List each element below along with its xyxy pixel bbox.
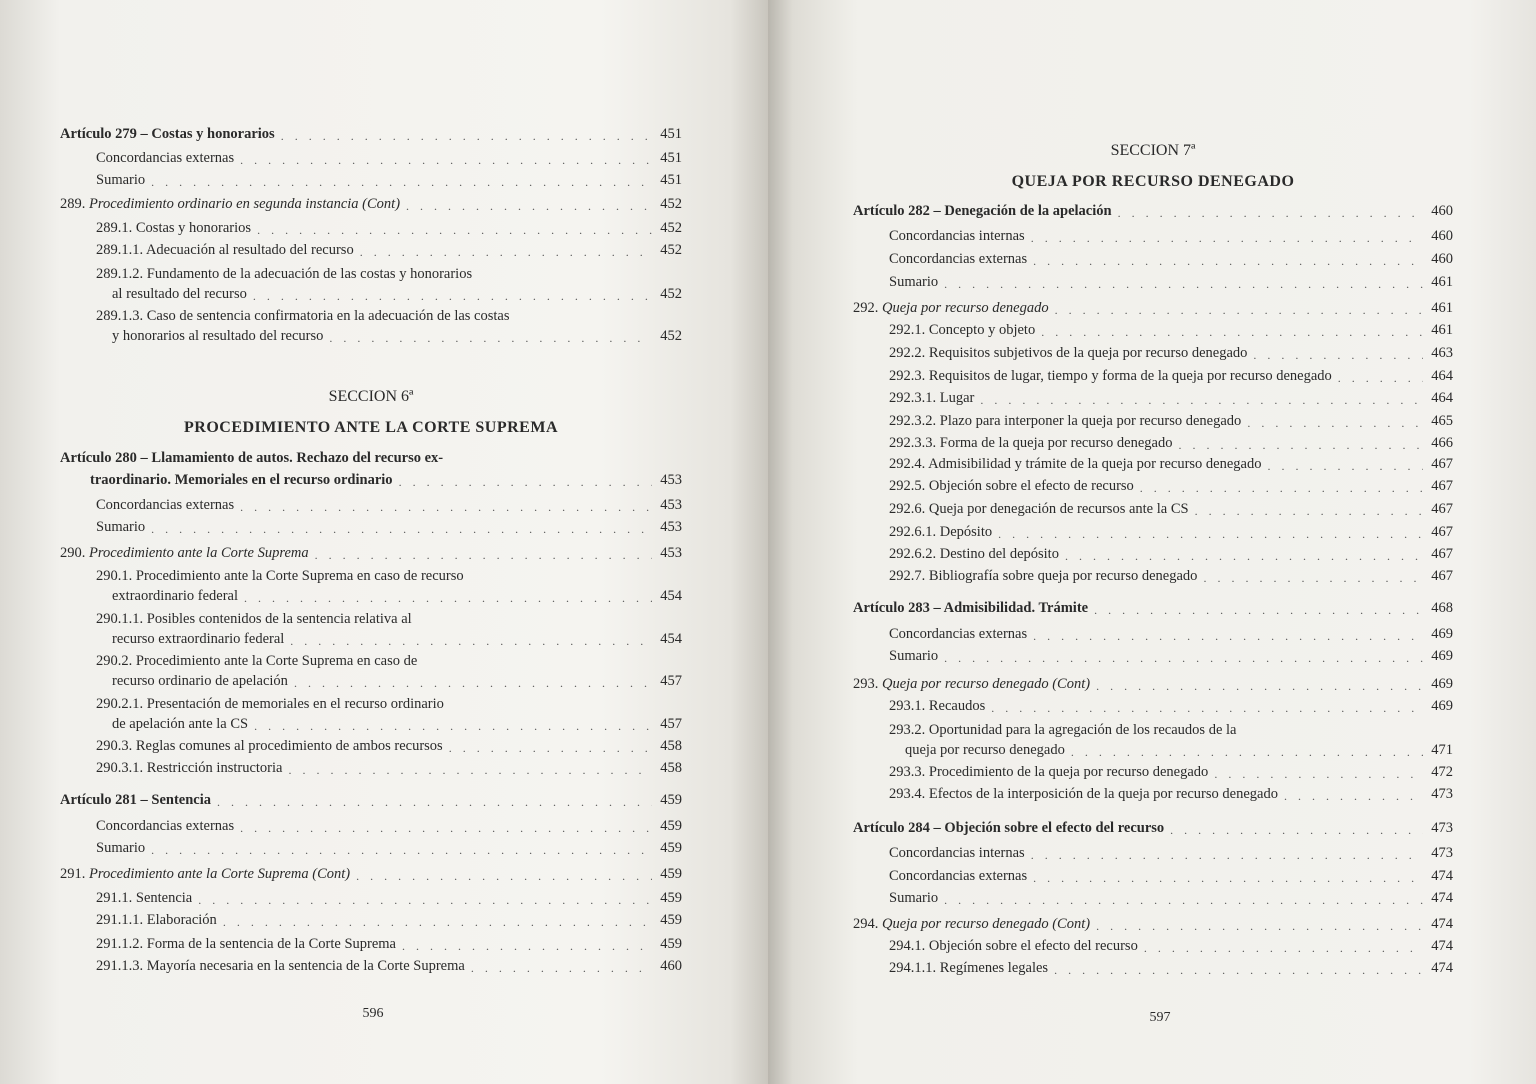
toc-page-number: 451: [660, 150, 682, 166]
dot-leader: [1054, 963, 1423, 977]
dot-leader: [281, 129, 652, 143]
toc-page-number: 453: [660, 497, 682, 513]
toc-entry: [853, 545, 1453, 563]
entry-italic-title: Procedimiento ante la Corte Suprema (Cont): [89, 866, 351, 882]
toc-entry-title: [60, 865, 350, 883]
dot-leader: [1253, 348, 1423, 362]
entry-italic-title: Queja por recurso denegado (Cont): [882, 676, 1091, 692]
toc-entry: [853, 889, 1453, 907]
toc-entry-title: Concordancias externas: [889, 251, 1028, 267]
toc-page-number: 474: [1431, 916, 1453, 932]
toc-entry: [853, 741, 1453, 759]
dot-leader: [980, 393, 1423, 407]
toc-page-number: 457: [660, 716, 682, 732]
toc-page-number: 463: [1431, 345, 1453, 361]
toc-entry-title: 289.1. Costas y honorarios: [96, 220, 252, 236]
section-7-label: SECCION 7ª: [1110, 142, 1196, 159]
toc-entry-title: 291.1.1. Elaboración: [96, 912, 217, 928]
toc-entry: [60, 327, 682, 345]
dot-leader: [1065, 549, 1423, 563]
toc-entry-first-line: Artículo 280 – Llamamiento de autos. Rechazo del recurso ex-: [60, 450, 444, 466]
dot-leader: [1195, 504, 1423, 518]
toc-entry: [60, 219, 682, 237]
section-7-name: QUEJA POR RECURSO DENEGADO: [1011, 173, 1295, 190]
dot-leader: [944, 893, 1423, 907]
toc-entry-title: 294.1.1. Regímenes legales: [889, 960, 1049, 976]
toc-entry: [60, 125, 682, 143]
toc-entry-title: Artículo 283 – Admisibilidad. Trámite: [853, 600, 1089, 616]
dot-leader: [449, 741, 652, 755]
toc-entry-title: [60, 544, 309, 562]
toc-page-number: 459: [660, 912, 682, 928]
dot-leader: [1096, 919, 1423, 933]
toc-page-number: 467: [1431, 546, 1453, 562]
toc-page-number: 453: [660, 519, 682, 535]
toc-entry-title: 290.3. Reglas comunes al procedimiento de ambos recursos: [96, 738, 443, 754]
toc-entry: [853, 763, 1453, 781]
toc-entry: [853, 625, 1453, 643]
toc-page-number: 452: [660, 328, 682, 344]
toc-entry-title: 292.4. Admisibilidad y trámite de la queja por recurso denegado: [889, 456, 1262, 472]
toc-entry-title: [853, 299, 1049, 317]
dot-leader: [1041, 325, 1423, 339]
toc-page-number: 453: [660, 545, 682, 561]
toc-page-number: 467: [1431, 524, 1453, 540]
dot-leader: [360, 245, 652, 259]
dot-leader: [288, 763, 652, 777]
toc-entry: [853, 697, 1453, 715]
dot-leader: [1118, 206, 1423, 220]
entry-italic-title: Queja por recurso denegado (Cont): [882, 916, 1091, 932]
toc-page-number: 469: [1431, 698, 1453, 714]
entry-number: 293.: [853, 676, 882, 692]
toc-entry-first-line: 289.1.2. Fundamento de la adecuación de las costas y honorarios: [96, 266, 473, 282]
toc-entry: [853, 915, 1453, 933]
toc-entry: [60, 518, 682, 536]
toc-entry-title: [853, 915, 1090, 933]
toc-entry: [853, 227, 1453, 245]
toc-entry-title: 292.1. Concepto y objeto: [889, 322, 1036, 338]
toc-page-number: 459: [660, 792, 682, 808]
toc-entry-title: Concordancias externas: [889, 868, 1028, 884]
toc-entry: [60, 935, 682, 953]
toc-entry: [853, 367, 1453, 385]
toc-entry-title: Concordancias externas: [96, 497, 235, 513]
dot-leader: [944, 277, 1423, 291]
toc-entry-first-line: 293.2. Oportunidad para la agregación de los recaudos de la: [889, 722, 1237, 738]
toc-entry-title: 290.3.1. Restricción instructoria: [96, 760, 283, 776]
toc-page-number: 454: [660, 588, 682, 604]
toc-entry: [60, 817, 682, 835]
toc-entry-title: Concordancias externas: [889, 626, 1028, 642]
dot-leader: [151, 843, 652, 857]
section-6-label: SECCION 6ª: [328, 388, 414, 405]
toc-entry: [853, 344, 1453, 362]
toc-entry: [853, 523, 1453, 541]
toc-entry-title: 292.3.2. Plazo para interponer la queja por recurso denegado: [889, 413, 1242, 429]
dot-leader: [1071, 745, 1423, 759]
toc-page-number: 459: [660, 936, 682, 952]
toc-page-number: 466: [1431, 435, 1453, 451]
toc-entry-title: 294.1. Objeción sobre el efecto del recurso: [889, 938, 1138, 954]
dot-leader: [1140, 481, 1423, 495]
toc-entry-title: 292.3. Requisitos de lugar, tiempo y forma de la queja por recurso denegado: [889, 368, 1332, 384]
toc-entry: [853, 599, 1453, 617]
dot-leader: [257, 223, 652, 237]
toc-entry-title: recurso ordinario de apelación: [112, 673, 288, 689]
toc-entry-title: de apelación ante la CS: [112, 716, 249, 732]
toc-entry: [853, 867, 1453, 885]
toc-entry-first-line: 290.1. Procedimiento ante la Corte Suprema en caso de recurso: [96, 568, 464, 584]
toc-entry: [60, 285, 682, 303]
toc-entry-title: extraordinario federal: [112, 588, 238, 604]
dot-leader: [402, 939, 652, 953]
toc-page-number: 452: [660, 196, 682, 212]
toc-page-number: 471: [1431, 742, 1453, 758]
toc-page-number: 469: [1431, 648, 1453, 664]
toc-entry-title: Artículo 281 – Sentencia: [60, 792, 212, 808]
toc-entry: [60, 587, 682, 605]
toc-page-number: 473: [1431, 820, 1453, 836]
dot-leader: [1033, 629, 1423, 643]
toc-entry-title: 291.1.3. Mayoría necesaria en la sentencia de la Corte Suprema: [96, 958, 465, 974]
toc-entry: [853, 675, 1453, 693]
toc-page-number: 459: [660, 840, 682, 856]
dot-leader: [1033, 254, 1423, 268]
dot-leader: [151, 175, 652, 189]
entry-number: 292.: [853, 300, 882, 316]
toc-entry: [853, 567, 1453, 585]
toc-entry: [853, 250, 1453, 268]
toc-page-number: 468: [1431, 600, 1453, 616]
dot-leader: [1267, 459, 1423, 473]
toc-entry-title: recurso extraordinario federal: [112, 631, 285, 647]
dot-leader: [240, 500, 652, 514]
toc-entry-title: traordinario. Memoriales en el recurso ordinario: [90, 472, 393, 488]
dot-leader: [944, 651, 1423, 665]
toc-page-number: 460: [1431, 251, 1453, 267]
toc-entry-title: 291.1. Sentencia: [96, 890, 193, 906]
dot-leader: [1338, 371, 1423, 385]
entry-italic-title: Queja por recurso denegado: [882, 300, 1049, 316]
toc-page-number: 473: [1431, 786, 1453, 802]
entry-italic-title: Procedimiento ordinario en segunda instancia (Cont): [89, 196, 401, 212]
toc-entry-title: Artículo 279 – Costas y honorarios: [60, 126, 275, 142]
dot-leader: [1033, 871, 1423, 885]
toc-entry-title: [853, 675, 1090, 693]
toc-page-number: 469: [1431, 626, 1453, 642]
dot-leader: [1247, 416, 1423, 430]
toc-page-number: 452: [660, 242, 682, 258]
dot-leader: [356, 869, 652, 883]
toc-entry-title: Sumario: [889, 274, 939, 290]
toc-entry: [60, 865, 682, 883]
toc-page-number: 461: [1431, 274, 1453, 290]
dot-leader: [1144, 941, 1423, 955]
toc-page-number: 454: [660, 631, 682, 647]
toc-page-number: 467: [1431, 456, 1453, 472]
toc-entry-title: 293.1. Recaudos: [889, 698, 986, 714]
toc-entry: [853, 959, 1453, 977]
dot-leader: [471, 961, 652, 975]
dot-leader: [1031, 231, 1423, 245]
toc-entry-title: Sumario: [96, 840, 146, 856]
toc-entry-title: Sumario: [889, 890, 939, 906]
entry-number: 294.: [853, 916, 882, 932]
dot-leader: [1094, 603, 1423, 617]
toc-page-number: 467: [1431, 568, 1453, 584]
toc-entry-title: queja por recurso denegado: [905, 742, 1065, 758]
toc-entry: [60, 544, 682, 562]
toc-entry: [60, 839, 682, 857]
toc-entry: [60, 715, 682, 733]
toc-page-number: 459: [660, 890, 682, 906]
entry-number: 289.: [60, 196, 89, 212]
toc-entry: [853, 299, 1453, 317]
toc-entry-title: 292.6. Queja por denegación de recursos ante la CS: [889, 501, 1189, 517]
toc-entry-title: 292.3.3. Forma de la queja por recurso denegado: [889, 435, 1173, 451]
toc-entry-title: Sumario: [96, 172, 146, 188]
toc-entry-title: Concordancias internas: [889, 228, 1025, 244]
toc-page-number: 459: [660, 866, 682, 882]
toc-entry-title: Sumario: [889, 648, 939, 664]
section-6-name: PROCEDIMIENTO ANTE LA CORTE SUPREMA: [183, 419, 559, 436]
toc-page-number: 460: [1431, 228, 1453, 244]
dot-leader: [294, 676, 652, 690]
toc-entry-title: al resultado del recurso: [112, 286, 247, 302]
dot-leader: [223, 915, 652, 929]
toc-page-number: 469: [1431, 676, 1453, 692]
toc-entry: [853, 412, 1453, 430]
toc-page-number: 474: [1431, 960, 1453, 976]
toc-entry: [853, 321, 1453, 339]
toc-entry: [60, 241, 682, 259]
toc-entry: [60, 737, 682, 755]
right-page-number: 597: [1149, 1010, 1171, 1025]
toc-page-number: 473: [1431, 845, 1453, 861]
toc-page-number: 465: [1431, 413, 1453, 429]
toc-entry: [60, 911, 682, 929]
toc-page-number: 474: [1431, 890, 1453, 906]
entry-italic-title: Procedimiento ante la Corte Suprema: [89, 545, 309, 561]
toc-entry: [60, 471, 682, 489]
toc-entry: [60, 496, 682, 514]
toc-entry-title: 291.1.2. Forma de la sentencia de la Corte Suprema: [96, 936, 396, 952]
dot-leader: [1178, 438, 1423, 452]
toc-entry-title: 292.6.1. Depósito: [889, 524, 993, 540]
toc-page-number: 451: [660, 126, 682, 142]
dot-leader: [244, 591, 652, 605]
dot-leader: [254, 719, 652, 733]
toc-entry-title: 292.5. Objeción sobre el efecto de recurso: [889, 478, 1134, 494]
toc-entry: [853, 273, 1453, 291]
toc-entry: [60, 672, 682, 690]
toc-entry: [60, 889, 682, 907]
toc-page-number: 472: [1431, 764, 1453, 780]
dot-leader: [991, 701, 1423, 715]
toc-page-number: 452: [660, 220, 682, 236]
toc-page-number: 464: [1431, 368, 1453, 384]
dot-leader: [151, 522, 652, 536]
toc-page-number: 451: [660, 172, 682, 188]
toc-entry-first-line: 290.2.1. Presentación de memoriales en el recurso ordinario: [96, 696, 444, 712]
toc-page-number: 460: [1431, 203, 1453, 219]
toc-entry-first-line: 289.1.3. Caso de sentencia confirmatoria en la adecuación de las costas: [96, 308, 510, 324]
toc-page-number: 474: [1431, 868, 1453, 884]
toc-entry-title: Artículo 284 – Objeción sobre el efecto del recurso: [853, 820, 1165, 836]
toc-entry: [853, 647, 1453, 665]
dot-leader: [1031, 848, 1423, 862]
toc-entry: [853, 389, 1453, 407]
toc-page-number: 474: [1431, 938, 1453, 954]
toc-entry: [853, 785, 1453, 803]
dot-leader: [198, 893, 652, 907]
left-page-number: 596: [362, 1006, 384, 1021]
toc-page-number: 459: [660, 818, 682, 834]
dot-leader: [329, 331, 652, 345]
toc-entry: [60, 759, 682, 777]
dot-leader: [1214, 767, 1423, 781]
dot-leader: [315, 548, 652, 562]
toc-page-number: 460: [660, 958, 682, 974]
toc-entry-title: 292.2. Requisitos subjetivos de la queja por recurso denegado: [889, 345, 1248, 361]
toc-entry: [60, 149, 682, 167]
toc-entry-title: Concordancias externas: [96, 818, 235, 834]
dot-leader: [1055, 303, 1423, 317]
toc-entry: [60, 957, 682, 975]
toc-entry-first-line: 290.1.1. Posibles contenidos de la sentencia relativa al: [96, 611, 412, 627]
toc-entry-title: 292.3.1. Lugar: [889, 390, 975, 406]
toc-entry-first-line: 290.2. Procedimiento ante la Corte Suprema en caso de: [96, 653, 418, 669]
toc-entry: [853, 844, 1453, 862]
toc-entry: [853, 500, 1453, 518]
dot-leader: [240, 153, 652, 167]
toc-entry-title: 289.1.1. Adecuación al resultado del recurso: [96, 242, 354, 258]
toc-entry: [60, 171, 682, 189]
toc-entry: [60, 630, 682, 648]
toc-entry: [853, 819, 1453, 837]
toc-entry: [60, 195, 682, 213]
toc-page-number: 452: [660, 286, 682, 302]
toc-entry-title: 293.3. Procedimiento de la queja por recurso denegado: [889, 764, 1209, 780]
toc-page-number: 457: [660, 673, 682, 689]
entry-number: 290.: [60, 545, 89, 561]
toc-entry: [853, 202, 1453, 220]
toc-entry-title: 292.6.2. Destino del depósito: [889, 546, 1059, 562]
dot-leader: [253, 289, 652, 303]
toc-entry: [853, 937, 1453, 955]
toc-entry-title: 293.4. Efectos de la interposición de la queja por recurso denegado: [889, 786, 1278, 802]
dot-leader: [217, 795, 652, 809]
toc-entry-title: y honorarios al resultado del recurso: [112, 328, 324, 344]
toc-page-number: 461: [1431, 300, 1453, 316]
toc-page-number: 458: [660, 760, 682, 776]
toc-entry-title: Concordancias internas: [889, 845, 1025, 861]
dot-leader: [1284, 789, 1423, 803]
toc-entry: [853, 434, 1453, 452]
dot-leader: [1096, 679, 1423, 693]
toc-page-number: 467: [1431, 501, 1453, 517]
toc-page-number: 467: [1431, 478, 1453, 494]
dot-leader: [399, 475, 652, 489]
toc-page-number: 458: [660, 738, 682, 754]
dot-leader: [406, 199, 652, 213]
dot-leader: [240, 821, 652, 835]
toc-entry-title: Sumario: [96, 519, 146, 535]
toc-page-number: 453: [660, 472, 682, 488]
toc-page-number: 464: [1431, 390, 1453, 406]
dot-leader: [1170, 823, 1423, 837]
toc-entry-title: [60, 195, 400, 213]
toc-entry-title: Artículo 282 – Denegación de la apelación: [853, 203, 1112, 219]
toc-entry: [853, 455, 1453, 473]
toc-entry: [853, 477, 1453, 495]
toc-page-number: 461: [1431, 322, 1453, 338]
toc-entry-title: 292.7. Bibliografía sobre queja por recurso denegado: [889, 568, 1198, 584]
right-page: [768, 0, 1536, 1084]
dot-leader: [998, 527, 1423, 541]
dot-leader: [290, 634, 652, 648]
toc-entry: [60, 791, 682, 809]
toc-entry-title: Concordancias externas: [96, 150, 235, 166]
dot-leader: [1203, 571, 1423, 585]
entry-number: 291.: [60, 866, 89, 882]
